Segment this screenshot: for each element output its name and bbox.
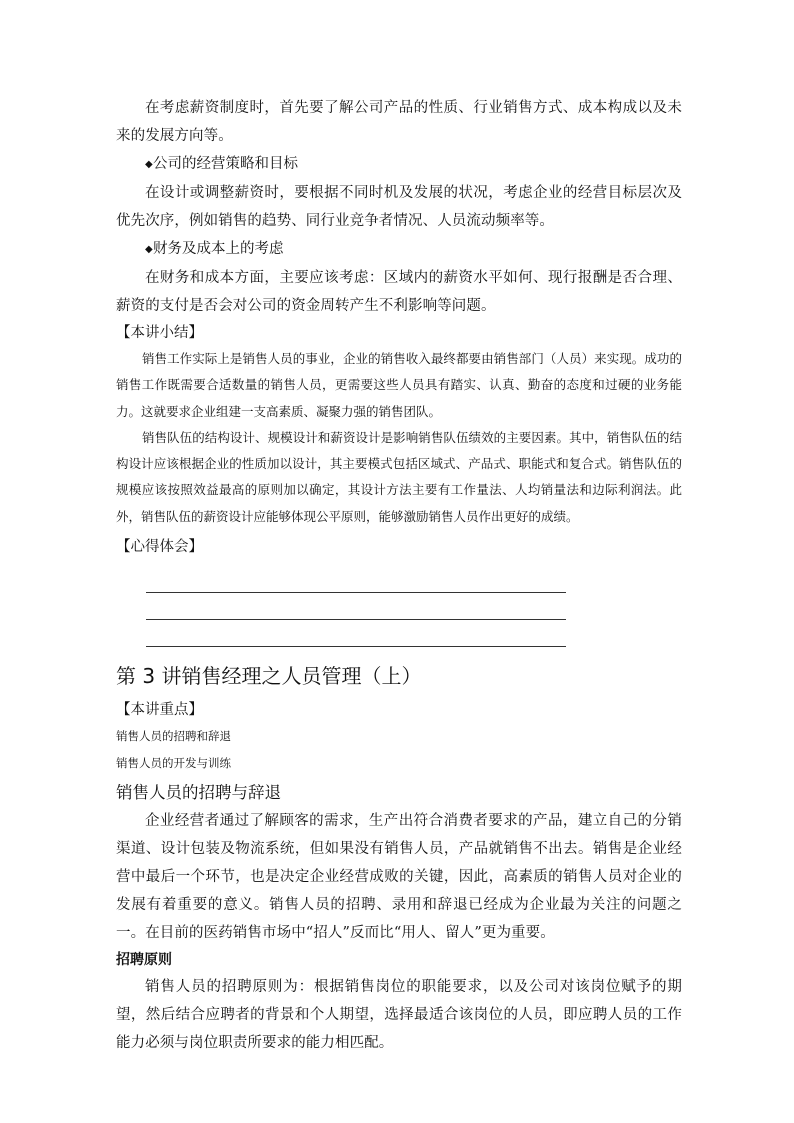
document-page: [116, 94, 682, 1057]
summary-paragraph-2: 销售队伍的结构设计、规模设计和薪资设计是影响销售队伍绩效的主要因素。其中，销售队伍的结构设计应该根据企业的性质加以设计，其主要模式包括区域式、产品式、职能式和复合式。销售队伍的规模应该按照效益最高的原则加以确定，其设计方法主要有工作量法、人均销量法和边际利润法。此外，销售队伍的薪资设计应能够体现公平原则，能够激励销售人员作出更好的成绩。: [116, 429, 682, 524]
summary-heading: 【本讲小结】: [116, 325, 203, 341]
key-point-item: 销售人员的招聘和辞退: [116, 729, 231, 744]
intro-paragraph: 在考虑薪资制度时，首先要了解公司产品的性质、行业销售方式、成本构成以及未来的发展方向等。: [116, 100, 682, 144]
principle-paragraph: 销售人员的招聘原则为：根据销售岗位的职能要求，以及公司对该岗位赋予的期望，然后结合应聘者的背景和个人期望，选择最适合该岗位的人员，即应聘人员的工作能力必须与岗位职责所要求的能力相匹配。: [116, 979, 682, 1052]
writing-line: [146, 566, 566, 593]
bullet-finance-label: 财务及成本上的考虑: [153, 241, 284, 257]
diamond-bullet-icon: ◆: [145, 159, 153, 170]
section-title: 销售人员的招聘与辞退: [116, 783, 281, 803]
summary-paragraph-1: 销售工作实际上是销售人员的事业，企业的销售收入最终都要由销售部门（人员）来实现。成功的销售工作既需要合适数量的销售人员，更需要这些人员具有踏实、认真、勤奋的态度和过硬的业务能力。这就要求企业组建一支高素质、凝聚力强的销售团队。: [116, 351, 682, 419]
principle-heading: 招聘原则: [116, 952, 172, 969]
writing-line: [146, 620, 566, 647]
reflection-heading: 【心得体会】: [116, 539, 203, 556]
writing-line: [146, 593, 566, 620]
lecture-title: 第 3 讲销售经理之人员管理（上）: [116, 664, 422, 689]
strategy-paragraph: 在设计或调整薪资时，要根据不同时机及发展的状况，考虑企业的经营目标层次及优先次序，例如销售的趋势、同行业竞争者情况、人员流动频率等。: [116, 185, 682, 229]
diamond-bullet-icon: ◆: [145, 244, 153, 255]
bullet-strategy: [116, 150, 682, 179]
key-points-heading: 【本讲重点】: [116, 702, 203, 719]
recruitment-paragraph: 企业经营者通过了解顾客的需求，生产出符合消费者要求的产品，建立自己的分销渠道、设计包装及物流系统，但如果没有销售人员，产品就销售不出去。销售是企业经营中最后一个环节，也是决定企业经营成败的关键，因此，高素质的销售人员对企业的发展有着重要的意义。销售人员的招聘、录用和辞退已经成为企业最为关注的问题之一。在目前的医药销售市场中“招人”反而比“用人、留人”更为重要。: [116, 813, 682, 942]
key-point-item: 销售人员的开发与训练: [116, 756, 231, 771]
finance-paragraph: 在财务和成本方面，主要应该考虑：区域内的薪资水平如何、现行报酬是否合理、薪资的支付是否会对公司的资金周转产生不利影响等问题。: [116, 270, 682, 314]
reflection-lines: [146, 566, 566, 647]
bullet-strategy-label: 公司的经营策略和目标: [153, 156, 298, 172]
bullet-finance: [116, 235, 682, 264]
